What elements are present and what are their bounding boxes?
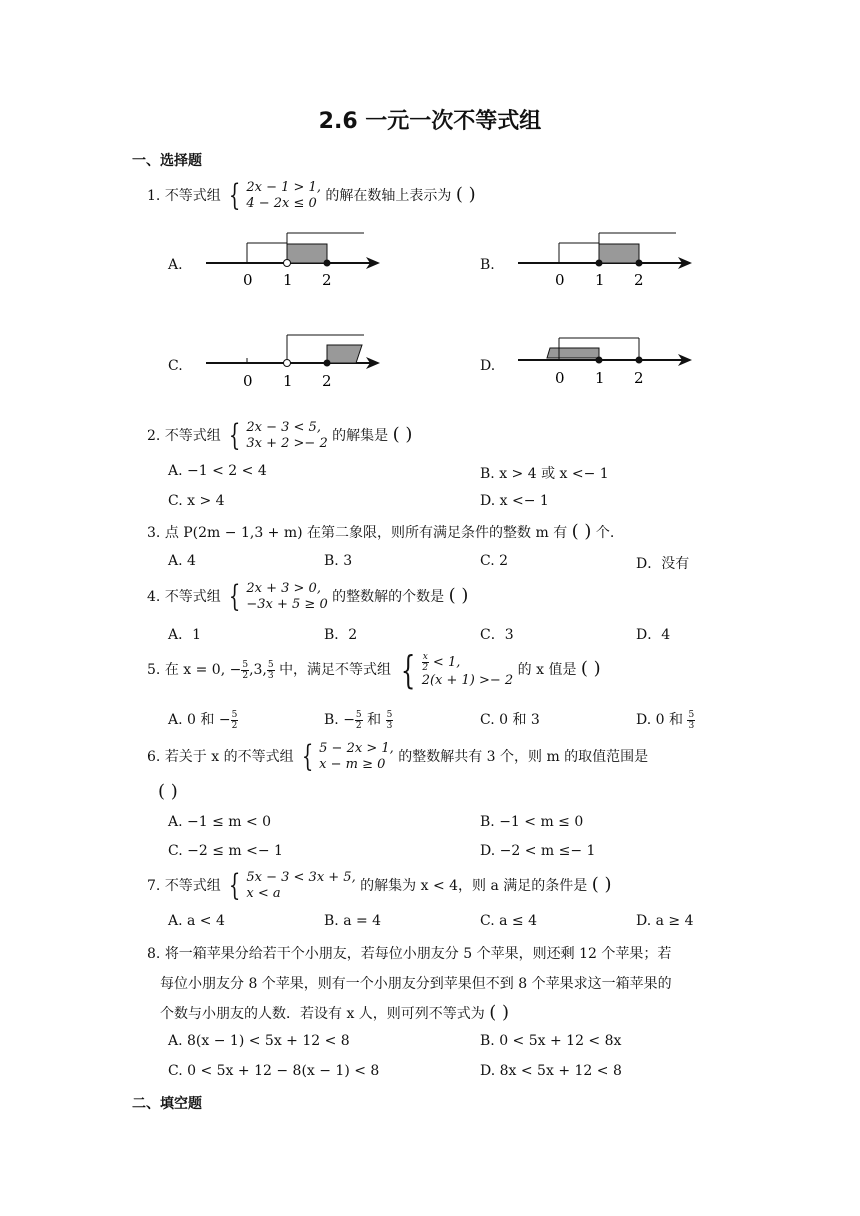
- option-c: C. x > 4: [168, 493, 225, 509]
- q-text: ,3,: [249, 662, 267, 678]
- tick-label: 1: [595, 271, 605, 289]
- option-d: D．4: [636, 627, 671, 643]
- answer-blank: ( ): [158, 781, 178, 802]
- sys-line: 3x + 2 >− 2: [246, 436, 328, 451]
- q-text: 在 x = 0, −: [164, 662, 242, 678]
- fraction: [355, 710, 363, 731]
- option-text: 和: [367, 712, 382, 728]
- option-a: A. 8(x − 1) < 5x + 12 < 8: [168, 1033, 350, 1049]
- answer-blank: ( ): [455, 184, 476, 205]
- denominator: 3: [688, 720, 695, 731]
- q-number: 7.: [147, 878, 161, 894]
- answer-blank: ( ): [580, 658, 601, 679]
- q-number: 8.: [147, 946, 161, 962]
- option-b: B．2: [324, 627, 358, 643]
- q-text: 个数与小朋友的人数．若设有 x 人，则可列不等式为: [160, 1006, 485, 1022]
- option-a: A．1: [168, 627, 202, 643]
- sys-line: x − m ≥ 0: [319, 757, 386, 772]
- sys-line: 2x + 3 > 0,: [246, 581, 321, 596]
- q-text: 的 x 值是: [517, 662, 577, 678]
- option-d: D．没有: [636, 556, 690, 572]
- numerator: 5: [386, 709, 393, 720]
- option-c: C. 2: [480, 553, 509, 569]
- tick-label: 0: [243, 372, 253, 390]
- option-a: A. a < 4: [168, 913, 225, 929]
- fraction: [267, 660, 275, 681]
- tick-label: 1: [283, 271, 293, 289]
- option-c: C. a ≤ 4: [480, 913, 537, 929]
- option-b: B. −1 < m ≤ 0: [480, 814, 584, 830]
- tick-label: 0: [555, 271, 565, 289]
- option-c: C. 0 < 5x + 12 − 8(x − 1) < 8: [168, 1063, 380, 1079]
- question-8: [147, 943, 671, 963]
- q-number: 1.: [147, 188, 161, 204]
- section-choice: 一、选择题: [132, 153, 202, 169]
- numerator: 5: [688, 709, 695, 720]
- denominator: 3: [267, 670, 274, 681]
- tick-label: 0: [555, 369, 565, 387]
- question-2: [147, 420, 412, 452]
- q-text: 的整数解的个数是: [332, 589, 445, 605]
- inequality-system: { 2x + 3 > 0, −3x + 5 ≥ 0: [229, 579, 328, 614]
- answer-blank: ( ): [571, 521, 592, 542]
- number-line-c: [200, 325, 390, 395]
- option-b: B. 3: [324, 553, 353, 569]
- question-4: [147, 581, 468, 613]
- question-1: [147, 180, 476, 212]
- sys-line: 2x − 3 < 5,: [246, 420, 321, 435]
- answer-blank: ( ): [392, 424, 413, 445]
- q-text: 个.: [595, 525, 615, 541]
- question-6: [147, 741, 648, 773]
- answer-blank: ( ): [489, 1002, 510, 1023]
- option-b: B. 0 < 5x + 12 < 8x: [480, 1033, 622, 1049]
- option-c: C．3: [480, 627, 514, 643]
- question-8-line-2: 每位小朋友分 8 个苹果，则有一个小朋友分到苹果但不到 8 个苹果求这一箱苹果的: [160, 976, 672, 992]
- section-fill: 二、填空题: [132, 1096, 202, 1112]
- question-8-line-3: [160, 1002, 509, 1023]
- sys-line: 2x − 1 > 1,: [246, 180, 321, 195]
- option-text: A. 0 和 −: [168, 712, 231, 728]
- tick-label: 1: [595, 369, 605, 387]
- option-text: B. −: [324, 712, 355, 728]
- question-7: [147, 870, 612, 902]
- option-c: C. −2 ≤ m <− 1: [168, 843, 283, 859]
- q-number: 5.: [147, 662, 161, 678]
- tick-label: 2: [634, 369, 644, 387]
- option-b: [324, 709, 393, 731]
- sys-line: 5 − 2x > 1,: [319, 741, 394, 756]
- tick-label: 2: [322, 372, 332, 390]
- q-text: 的解集为 x < 4，则 a 满足的条件是: [360, 878, 588, 894]
- option-d-label: D.: [480, 358, 496, 374]
- tick-label: 2: [322, 271, 332, 289]
- fraction: [422, 652, 429, 673]
- q-number: 6.: [147, 749, 161, 765]
- inequality-system: { 5 − 2x > 1, x − m ≥ 0: [301, 739, 394, 774]
- denominator: 3: [386, 720, 393, 731]
- option-d: D. x <− 1: [480, 493, 549, 509]
- sys-line: [422, 652, 514, 673]
- question-3: [147, 521, 614, 542]
- inequality-system: { $\frac{x}{2}$ < 1, 2(x + 1) >− 2: [400, 648, 514, 692]
- tick-label: 0: [243, 271, 253, 289]
- option-d: D. a ≥ 4: [636, 913, 694, 929]
- numerator: 5: [242, 659, 249, 670]
- q-text: 的解在数轴上表示为: [325, 188, 452, 204]
- option-d: D. 8x < 5x + 12 < 8: [480, 1063, 622, 1079]
- option-a: A. 4: [168, 553, 196, 569]
- denominator: 2: [422, 662, 429, 673]
- q-number: 2.: [147, 428, 161, 444]
- option-b-label: B.: [480, 257, 495, 273]
- sys-line-tail: < 1,: [432, 654, 461, 670]
- denominator: 2: [231, 720, 238, 731]
- denominator: 2: [355, 720, 362, 731]
- sys-line: 2(x + 1) >− 2: [421, 672, 514, 688]
- option-b: B. x > 4 或 x <− 1: [480, 466, 609, 482]
- fraction: [386, 710, 394, 731]
- sys-line: x < a: [246, 886, 281, 901]
- option-a: A. −1 ≤ m < 0: [168, 814, 272, 830]
- denominator: 2: [242, 670, 249, 681]
- answer-blank: ( ): [448, 585, 469, 606]
- q-text: 将一箱苹果分给若干个小朋友，若每位小朋友分 5 个苹果，则还剩 12 个苹果；若: [164, 946, 672, 962]
- q-text: 的整数解共有 3 个，则 m 的取值范围是: [398, 749, 649, 765]
- option-a: A. −1 < 2 < 4: [168, 463, 267, 479]
- numerator: 5: [355, 709, 362, 720]
- sys-line: 5x − 3 < 3x + 5,: [246, 870, 356, 885]
- option-a: [168, 709, 238, 731]
- option-a-label: A.: [168, 257, 183, 273]
- numerator: x: [422, 651, 428, 662]
- fraction: [241, 660, 249, 681]
- q-number: 3.: [147, 525, 161, 541]
- fraction: [231, 710, 239, 731]
- number-line-d: [512, 325, 702, 395]
- number-line-a: [200, 225, 390, 295]
- number-line-b: [512, 225, 702, 295]
- option-text: D. 0 和: [636, 712, 683, 728]
- q-text: 不等式组: [164, 589, 221, 605]
- q-text: 的解集是: [332, 428, 389, 444]
- q-text: 点 P(2m − 1,3 + m) 在第二象限，则所有满足条件的整数 m 有: [164, 525, 568, 541]
- q-text: 若关于 x 的不等式组: [164, 749, 294, 765]
- q-text: 中，满足不等式组: [279, 662, 392, 678]
- option-c: C. 0 和 3: [480, 712, 540, 728]
- q-text: 不等式组: [164, 188, 221, 204]
- inequality-system: { 5x − 3 < 3x + 5, x < a: [229, 868, 356, 903]
- option-b: B. a = 4: [324, 913, 382, 929]
- option-d: [636, 709, 695, 731]
- fraction: [687, 710, 695, 731]
- q-text: 不等式组: [164, 428, 221, 444]
- sys-line: −3x + 5 ≥ 0: [246, 597, 328, 612]
- q-number: 4.: [147, 589, 161, 605]
- question-5: [147, 648, 601, 692]
- answer-blank: ( ): [591, 874, 612, 895]
- page-title: 2.6 一元一次不等式组: [318, 109, 542, 134]
- tick-label: 1: [283, 372, 293, 390]
- numerator: 5: [231, 709, 238, 720]
- sys-line: 4 − 2x ≤ 0: [246, 196, 317, 211]
- numerator: 5: [267, 659, 274, 670]
- option-c-label: C.: [168, 358, 183, 374]
- inequality-system: { 2x − 3 < 5, 3x + 2 >− 2: [229, 418, 328, 453]
- inequality-system: { 2x − 1 > 1, 4 − 2x ≤ 0: [229, 178, 321, 213]
- tick-label: 2: [634, 271, 644, 289]
- option-d: D. −2 < m ≤− 1: [480, 843, 596, 859]
- q-text: 不等式组: [164, 878, 221, 894]
